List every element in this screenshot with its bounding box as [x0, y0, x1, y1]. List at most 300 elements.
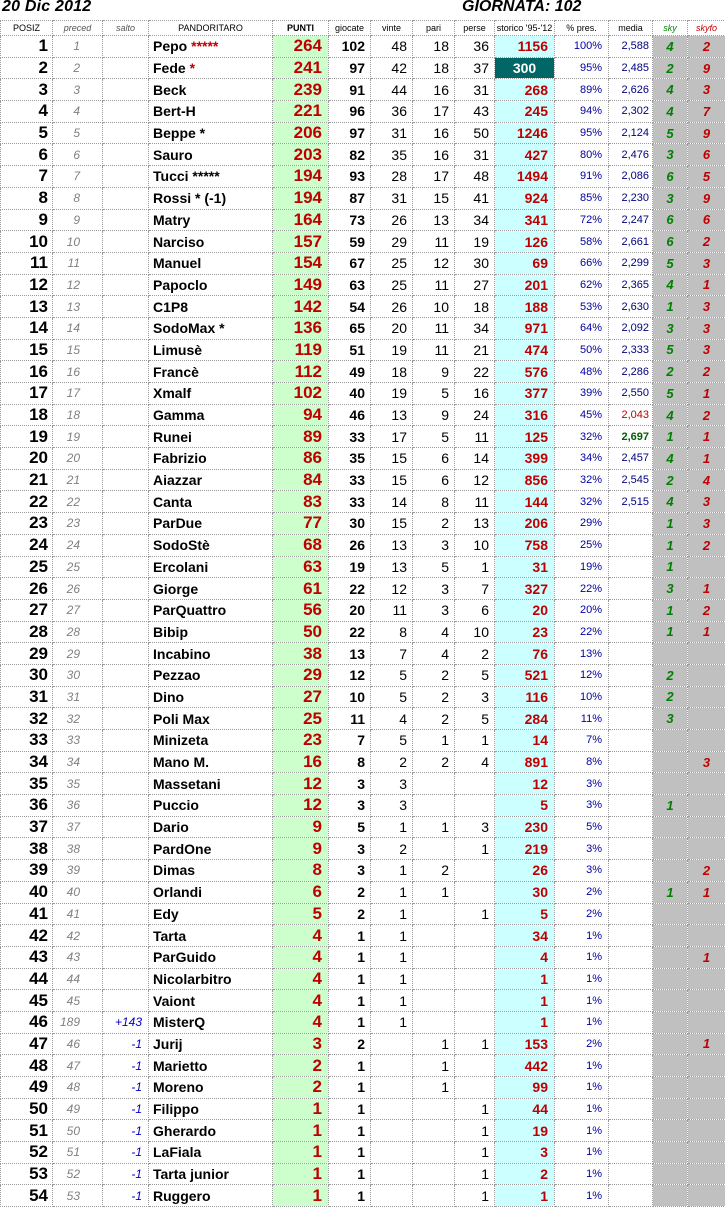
row-sky	[653, 751, 688, 773]
row-skyfo: 9	[688, 122, 725, 144]
row-skyfo	[688, 1011, 725, 1033]
row-player-label: Ruggero	[153, 1188, 211, 1204]
row-sky: 4	[653, 274, 688, 296]
row-lost: 31	[455, 144, 495, 166]
row-average: 2,626	[609, 79, 653, 101]
row-jump	[103, 317, 149, 339]
row-player-name	[149, 317, 273, 339]
row-player-name	[149, 252, 273, 274]
row-draws: 12	[413, 252, 455, 274]
row-historic: 316	[495, 404, 555, 426]
row-played: 91	[329, 79, 371, 101]
row-player-name	[149, 968, 273, 990]
row-position: 9	[1, 209, 53, 231]
row-player-name	[149, 426, 273, 448]
row-position: 5	[1, 122, 53, 144]
row-played: 1	[329, 1142, 371, 1164]
row-jump	[103, 426, 149, 448]
row-position: 47	[1, 1033, 53, 1055]
row-presence: 25%	[555, 534, 609, 556]
row-sky: 3	[653, 317, 688, 339]
row-player-name	[149, 57, 273, 79]
row-skyfo: 2	[688, 404, 725, 426]
row-player-name	[149, 404, 273, 426]
row-played: 1	[329, 1077, 371, 1099]
row-jump	[103, 101, 149, 123]
row-lost: 5	[455, 664, 495, 686]
row-skyfo	[688, 1142, 725, 1164]
table-row	[1, 751, 725, 773]
row-skyfo	[688, 925, 725, 947]
row-jump	[103, 274, 149, 296]
row-previous-position: 11	[53, 252, 103, 274]
row-points: 239	[273, 79, 329, 101]
row-skyfo: 1	[688, 274, 725, 296]
row-won: 5	[371, 664, 413, 686]
row-previous-position: 41	[53, 903, 103, 925]
row-presence: 1%	[555, 925, 609, 947]
row-jump	[103, 816, 149, 838]
row-won: 1	[371, 881, 413, 903]
row-historic: 971	[495, 317, 555, 339]
row-skyfo	[688, 903, 725, 925]
row-player-label: Filippo	[153, 1101, 199, 1117]
row-player-label: Pezzao	[153, 667, 200, 683]
row-lost: 21	[455, 339, 495, 361]
row-points: 164	[273, 209, 329, 231]
row-player-label: Massetani	[153, 776, 221, 792]
row-points: 2	[273, 1077, 329, 1099]
row-player-label: Beck	[153, 82, 186, 98]
row-average	[609, 751, 653, 773]
row-player-name	[149, 773, 273, 795]
table-row	[1, 730, 725, 752]
row-lost: 3	[455, 816, 495, 838]
row-lost	[455, 990, 495, 1012]
row-points: 12	[273, 795, 329, 817]
row-average: 2,697	[609, 426, 653, 448]
row-player-name	[149, 1098, 273, 1120]
row-skyfo	[688, 968, 725, 990]
row-points: 4	[273, 925, 329, 947]
row-skyfo: 3	[688, 339, 725, 361]
row-average	[609, 1055, 653, 1077]
row-jump: -1	[103, 1077, 149, 1099]
row-won: 14	[371, 491, 413, 513]
row-historic: 2	[495, 1163, 555, 1185]
row-draws	[413, 838, 455, 860]
row-skyfo: 3	[688, 79, 725, 101]
row-jump: -1	[103, 1163, 149, 1185]
row-average	[609, 1077, 653, 1099]
row-points: 4	[273, 946, 329, 968]
row-player-name	[149, 556, 273, 578]
row-player-label: Gherardo	[153, 1123, 216, 1139]
row-position: 17	[1, 383, 53, 405]
row-won: 48	[371, 36, 413, 58]
row-presence: 64%	[555, 317, 609, 339]
table-row	[1, 534, 725, 556]
row-position: 24	[1, 534, 53, 556]
row-jump	[103, 404, 149, 426]
row-skyfo: 1	[688, 426, 725, 448]
row-lost	[455, 1077, 495, 1099]
row-skyfo	[688, 773, 725, 795]
row-lost: 27	[455, 274, 495, 296]
row-position: 34	[1, 751, 53, 773]
row-presence: 8%	[555, 751, 609, 773]
row-jump: -1	[103, 1120, 149, 1142]
table-row	[1, 578, 725, 600]
row-player-label: Vaiont	[153, 993, 195, 1009]
row-played: 1	[329, 1011, 371, 1033]
row-sky	[653, 1077, 688, 1099]
row-played: 35	[329, 448, 371, 470]
row-jump	[103, 881, 149, 903]
row-presence: 53%	[555, 296, 609, 318]
row-historic: 1	[495, 990, 555, 1012]
row-sky	[653, 946, 688, 968]
row-presence: 39%	[555, 383, 609, 405]
row-skyfo	[688, 1077, 725, 1099]
row-historic: 99	[495, 1077, 555, 1099]
table-row	[1, 968, 725, 990]
row-average: 2,302	[609, 101, 653, 123]
row-points: 16	[273, 751, 329, 773]
row-player-label: Puccio	[153, 797, 199, 813]
row-player-label: Fede	[153, 60, 186, 76]
row-position: 40	[1, 881, 53, 903]
row-won: 36	[371, 101, 413, 123]
row-jump	[103, 187, 149, 209]
row-player-label: Tarta junior	[153, 1166, 229, 1182]
row-jump	[103, 166, 149, 188]
row-position: 51	[1, 1120, 53, 1142]
row-average	[609, 578, 653, 600]
table-row	[1, 339, 725, 361]
row-sky: 2	[653, 57, 688, 79]
row-played: 12	[329, 664, 371, 686]
header-preced: preced	[53, 21, 103, 36]
row-previous-position: 15	[53, 339, 103, 361]
row-previous-position: 31	[53, 686, 103, 708]
row-average: 2,457	[609, 448, 653, 470]
row-previous-position: 21	[53, 469, 103, 491]
row-average	[609, 946, 653, 968]
row-player-name	[149, 101, 273, 123]
row-previous-position: 19	[53, 426, 103, 448]
row-position: 19	[1, 426, 53, 448]
row-position: 46	[1, 1011, 53, 1033]
row-player-label: Poli Max	[153, 711, 210, 727]
row-points: 194	[273, 166, 329, 188]
row-previous-position: 32	[53, 708, 103, 730]
row-previous-position: 10	[53, 231, 103, 253]
row-presence: 32%	[555, 426, 609, 448]
row-skyfo: 2	[688, 231, 725, 253]
row-position: 39	[1, 860, 53, 882]
row-jump: -1	[103, 1033, 149, 1055]
row-sky	[653, 816, 688, 838]
row-played: 20	[329, 599, 371, 621]
row-player-label: MisterQ	[153, 1014, 205, 1030]
row-historic: 4	[495, 946, 555, 968]
row-skyfo: 5	[688, 166, 725, 188]
row-previous-position: 7	[53, 166, 103, 188]
table-row	[1, 946, 725, 968]
row-previous-position: 49	[53, 1098, 103, 1120]
row-skyfo: 3	[688, 751, 725, 773]
table-row	[1, 101, 725, 123]
row-presence: 3%	[555, 773, 609, 795]
row-lost: 1	[455, 1185, 495, 1207]
row-draws: 2	[413, 751, 455, 773]
row-presence: 20%	[555, 599, 609, 621]
row-played: 97	[329, 122, 371, 144]
row-draws	[413, 1098, 455, 1120]
row-previous-position: 47	[53, 1055, 103, 1077]
row-skyfo: 9	[688, 57, 725, 79]
row-player-name	[149, 708, 273, 730]
row-points: 25	[273, 708, 329, 730]
row-points: 27	[273, 686, 329, 708]
row-presence: 7%	[555, 730, 609, 752]
row-position: 48	[1, 1055, 53, 1077]
row-previous-position: 34	[53, 751, 103, 773]
row-historic: 23	[495, 621, 555, 643]
row-won: 7	[371, 643, 413, 665]
row-player-label: Francè	[153, 364, 199, 380]
row-presence: 72%	[555, 209, 609, 231]
row-historic: 427	[495, 144, 555, 166]
row-sky	[653, 730, 688, 752]
row-lost	[455, 795, 495, 817]
row-previous-position: 12	[53, 274, 103, 296]
row-presence: 1%	[555, 1011, 609, 1033]
row-lost: 22	[455, 361, 495, 383]
row-won	[371, 1055, 413, 1077]
row-sky: 1	[653, 513, 688, 535]
row-player-name	[149, 534, 273, 556]
row-lost: 2	[455, 643, 495, 665]
row-historic: 76	[495, 643, 555, 665]
row-presence: 45%	[555, 404, 609, 426]
row-sky: 6	[653, 231, 688, 253]
header-row	[1, 21, 725, 36]
row-points: 38	[273, 643, 329, 665]
row-previous-position: 26	[53, 578, 103, 600]
row-jump	[103, 946, 149, 968]
row-player-name	[149, 296, 273, 318]
row-skyfo: 2	[688, 534, 725, 556]
header-posiz: POSIZ	[1, 21, 53, 36]
row-skyfo: 1	[688, 881, 725, 903]
row-jump	[103, 838, 149, 860]
header-pari: pari	[413, 21, 455, 36]
row-lost: 11	[455, 491, 495, 513]
row-sky: 2	[653, 686, 688, 708]
row-player-label: Canta	[153, 494, 192, 510]
row-sky: 3	[653, 144, 688, 166]
row-player-name	[149, 166, 273, 188]
row-played: 33	[329, 426, 371, 448]
row-player-name	[149, 1055, 273, 1077]
row-player-name	[149, 643, 273, 665]
row-player-name	[149, 231, 273, 253]
row-lost	[455, 946, 495, 968]
row-jump	[103, 599, 149, 621]
row-sky: 6	[653, 209, 688, 231]
row-player-label: Tucci *****	[153, 168, 220, 184]
table-row	[1, 122, 725, 144]
row-position: 13	[1, 296, 53, 318]
row-historic: 201	[495, 274, 555, 296]
row-points: 112	[273, 361, 329, 383]
row-position: 2	[1, 57, 53, 79]
row-sky	[653, 968, 688, 990]
row-won: 28	[371, 166, 413, 188]
row-jump: -1	[103, 1055, 149, 1077]
row-average	[609, 1120, 653, 1142]
row-historic: 30	[495, 881, 555, 903]
row-sky: 1	[653, 534, 688, 556]
row-historic: 153	[495, 1033, 555, 1055]
row-draws: 2	[413, 708, 455, 730]
table-row	[1, 643, 725, 665]
row-won	[371, 1098, 413, 1120]
row-player-label: Narciso	[153, 234, 204, 250]
row-average: 2,299	[609, 252, 653, 274]
row-presence: 1%	[555, 1098, 609, 1120]
row-lost: 1	[455, 1120, 495, 1142]
row-points: 206	[273, 122, 329, 144]
row-draws: 11	[413, 317, 455, 339]
row-played: 46	[329, 404, 371, 426]
row-won	[371, 1077, 413, 1099]
row-historic: 14	[495, 730, 555, 752]
row-player-name	[149, 469, 273, 491]
row-played: 1	[329, 968, 371, 990]
row-player-label: Limusè	[153, 342, 202, 358]
row-lost: 11	[455, 426, 495, 448]
row-skyfo	[688, 1120, 725, 1142]
row-position: 14	[1, 317, 53, 339]
row-won: 15	[371, 513, 413, 535]
row-skyfo: 1	[688, 383, 725, 405]
row-average	[609, 925, 653, 947]
row-won: 31	[371, 122, 413, 144]
row-played: 13	[329, 643, 371, 665]
row-position: 32	[1, 708, 53, 730]
row-player-name	[149, 339, 273, 361]
row-lost	[455, 1055, 495, 1077]
row-historic: 219	[495, 838, 555, 860]
row-won: 31	[371, 187, 413, 209]
row-player-name	[149, 1033, 273, 1055]
row-won: 3	[371, 795, 413, 817]
row-historic: 3	[495, 1142, 555, 1164]
row-presence: 95%	[555, 122, 609, 144]
row-skyfo	[688, 838, 725, 860]
row-points: 61	[273, 578, 329, 600]
table-row	[1, 1098, 725, 1120]
row-average	[609, 990, 653, 1012]
table-row	[1, 36, 725, 58]
row-presence: 100%	[555, 36, 609, 58]
row-average: 2,630	[609, 296, 653, 318]
row-presence: 5%	[555, 816, 609, 838]
row-lost: 3	[455, 686, 495, 708]
row-previous-position: 53	[53, 1185, 103, 1207]
row-jump	[103, 361, 149, 383]
row-skyfo: 3	[688, 296, 725, 318]
row-skyfo	[688, 1185, 725, 1207]
row-won: 15	[371, 469, 413, 491]
row-player-name	[149, 187, 273, 209]
row-previous-position: 2	[53, 57, 103, 79]
row-skyfo	[688, 1055, 725, 1077]
row-historic: 300	[495, 57, 555, 79]
row-previous-position: 37	[53, 816, 103, 838]
table-row	[1, 57, 725, 79]
row-position: 18	[1, 404, 53, 426]
table-row	[1, 903, 725, 925]
row-historic: 399	[495, 448, 555, 470]
row-position: 42	[1, 925, 53, 947]
row-player-name	[149, 1120, 273, 1142]
row-skyfo: 2	[688, 361, 725, 383]
row-played: 97	[329, 57, 371, 79]
row-points: 63	[273, 556, 329, 578]
header-vinte: vinte	[371, 21, 413, 36]
row-player-label: Jurij	[153, 1036, 183, 1052]
row-played: 3	[329, 795, 371, 817]
row-jump	[103, 36, 149, 58]
row-sky: 5	[653, 252, 688, 274]
row-won: 1	[371, 968, 413, 990]
row-points: 4	[273, 968, 329, 990]
row-position: 52	[1, 1142, 53, 1164]
row-position: 43	[1, 946, 53, 968]
row-jump	[103, 621, 149, 643]
row-played: 49	[329, 361, 371, 383]
table-row	[1, 708, 725, 730]
row-draws: 5	[413, 556, 455, 578]
row-player-label: Sauro	[153, 147, 193, 163]
table-row	[1, 686, 725, 708]
row-points: 50	[273, 621, 329, 643]
row-lost	[455, 773, 495, 795]
row-player-name	[149, 122, 273, 144]
row-historic: 377	[495, 383, 555, 405]
row-sky: 4	[653, 79, 688, 101]
row-won: 1	[371, 946, 413, 968]
row-presence: 85%	[555, 187, 609, 209]
row-historic: 144	[495, 491, 555, 513]
row-points: 23	[273, 730, 329, 752]
row-sky	[653, 1033, 688, 1055]
row-player-name	[149, 361, 273, 383]
row-historic: 284	[495, 708, 555, 730]
row-player-label: SodoStè	[153, 537, 210, 553]
row-position: 41	[1, 903, 53, 925]
row-played: 82	[329, 144, 371, 166]
table-row	[1, 1142, 725, 1164]
row-won: 20	[371, 317, 413, 339]
row-points: 94	[273, 404, 329, 426]
table-row	[1, 599, 725, 621]
row-jump	[103, 686, 149, 708]
